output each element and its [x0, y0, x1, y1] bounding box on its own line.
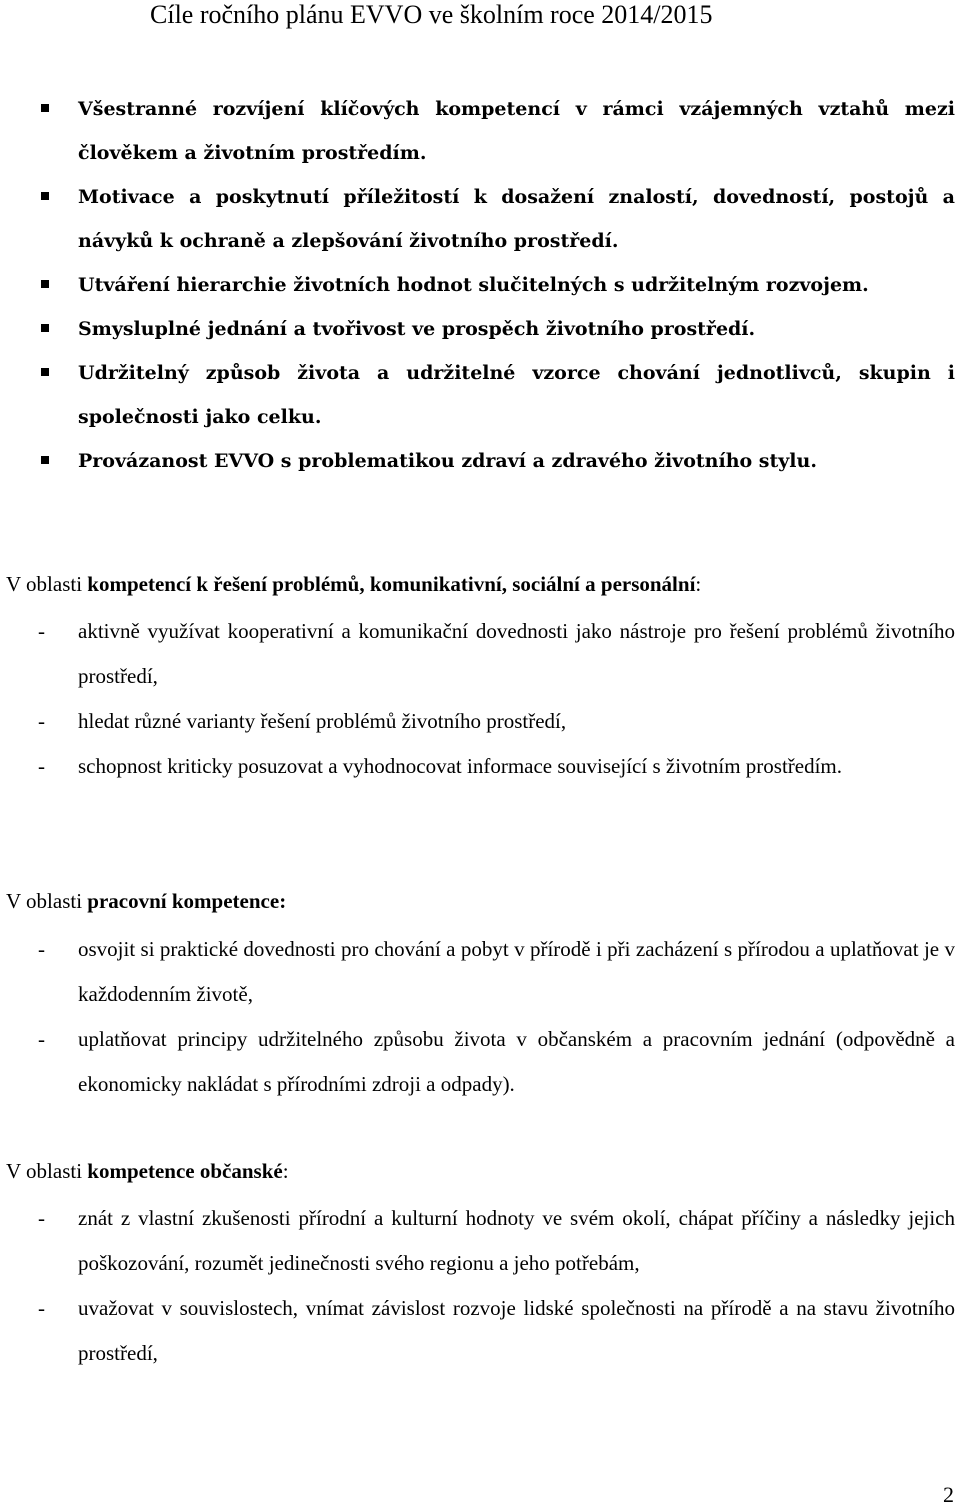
goal-item — [0, 87, 960, 175]
dash-bullet: - — [38, 1206, 45, 1230]
dash-bullet: - — [38, 1296, 45, 1320]
goal-item — [0, 351, 960, 439]
item-text: uvažovat v souvislostech, vnímat závislost rozvoje lidské společnosti na přírodě a na stavu životního prostředí, — [78, 1296, 955, 1365]
item-text: schopnost kriticky posuzovat a vyhodnocovat informace související s životním prostředím. — [78, 754, 843, 778]
item-text: hledat různé varianty řešení problémů životního prostředí, — [78, 709, 567, 733]
section-list-civic — [0, 1196, 960, 1376]
section-list-problem-solving — [0, 609, 960, 789]
section-heading-work — [6, 886, 286, 916]
dash-bullet: - — [38, 937, 45, 961]
goals-list — [0, 87, 960, 483]
item-text: osvojit si praktické dovednosti pro chování a pobyt v přírodě i při zacházení s přírodou a uplatňovat je v každodenním životě, — [78, 937, 955, 1006]
goal-item — [0, 175, 960, 263]
square-bullet-icon — [41, 280, 49, 288]
section-title: kompetence občanské — [87, 1159, 283, 1183]
goal-text: Udržitelný způsob života a udržitelné vzorce chování jednotlivců, skupin i společnosti jako celku. — [78, 362, 955, 428]
section-heading-civic — [6, 1156, 289, 1186]
page-title: Cíle ročního plánu EVVO ve školním roce 2014/2015 — [150, 0, 713, 29]
list-item — [0, 1017, 960, 1107]
section-title: pracovní kompetence: — [87, 889, 287, 913]
section-suffix: : — [695, 572, 702, 596]
goal-item — [0, 263, 960, 307]
section-heading-problem-solving — [6, 569, 701, 599]
list-item — [0, 699, 960, 744]
square-bullet-icon — [41, 192, 49, 200]
list-item — [0, 927, 960, 1017]
goal-text: Provázanost EVVO s problematikou zdraví a zdravého životního stylu. — [78, 450, 817, 472]
section-prefix: V oblasti — [6, 1159, 88, 1183]
dash-bullet: - — [38, 754, 45, 778]
item-text: znát z vlastní zkušenosti přírodní a kulturní hodnoty ve svém okolí, chápat příčiny a následky jejich poškozování, rozumět jedinečnosti svého regionu a jeho potřebám, — [78, 1206, 955, 1275]
goal-text: Motivace a poskytnutí příležitostí k dosažení znalostí, dovedností, postojů a návyků k ochraně a zlepšování životního prostředí. — [78, 186, 955, 252]
list-item — [0, 744, 960, 789]
goal-text: Utváření hierarchie životních hodnot slučitelných s udržitelným rozvojem. — [78, 274, 869, 296]
square-bullet-icon — [41, 324, 49, 332]
section-prefix: V oblasti — [6, 889, 88, 913]
square-bullet-icon — [41, 104, 49, 112]
page-number: 2 — [943, 1482, 954, 1507]
list-item — [0, 609, 960, 699]
item-text: uplatňovat principy udržitelného způsobu života v občanském a pracovním jednání (odpovědně a ekonomicky nakládat s přírodními zdroji a odpady). — [78, 1027, 955, 1096]
goal-text: Smysluplné jednání a tvořivost ve prospěch životního prostředí. — [78, 318, 756, 340]
goal-item — [0, 307, 960, 351]
list-item — [0, 1286, 960, 1376]
section-list-work — [0, 927, 960, 1107]
goal-item — [0, 439, 960, 483]
square-bullet-icon — [41, 456, 49, 464]
section-suffix: : — [282, 1159, 289, 1183]
section-prefix: V oblasti — [6, 572, 88, 596]
goal-text: Všestranné rozvíjení klíčových kompetencí v rámci vzájemných vztahů mezi člověkem a životním prostředím. — [78, 98, 955, 164]
dash-bullet: - — [38, 709, 45, 733]
item-text: aktivně využívat kooperativní a komunikační dovednosti jako nástroje pro řešení problémů životního prostředí, — [78, 619, 955, 688]
list-item — [0, 1196, 960, 1286]
dash-bullet: - — [38, 1027, 45, 1051]
dash-bullet: - — [38, 619, 45, 643]
square-bullet-icon — [41, 368, 49, 376]
section-title: kompetencí k řešení problémů, komunikativní, sociální a personální — [87, 572, 696, 596]
